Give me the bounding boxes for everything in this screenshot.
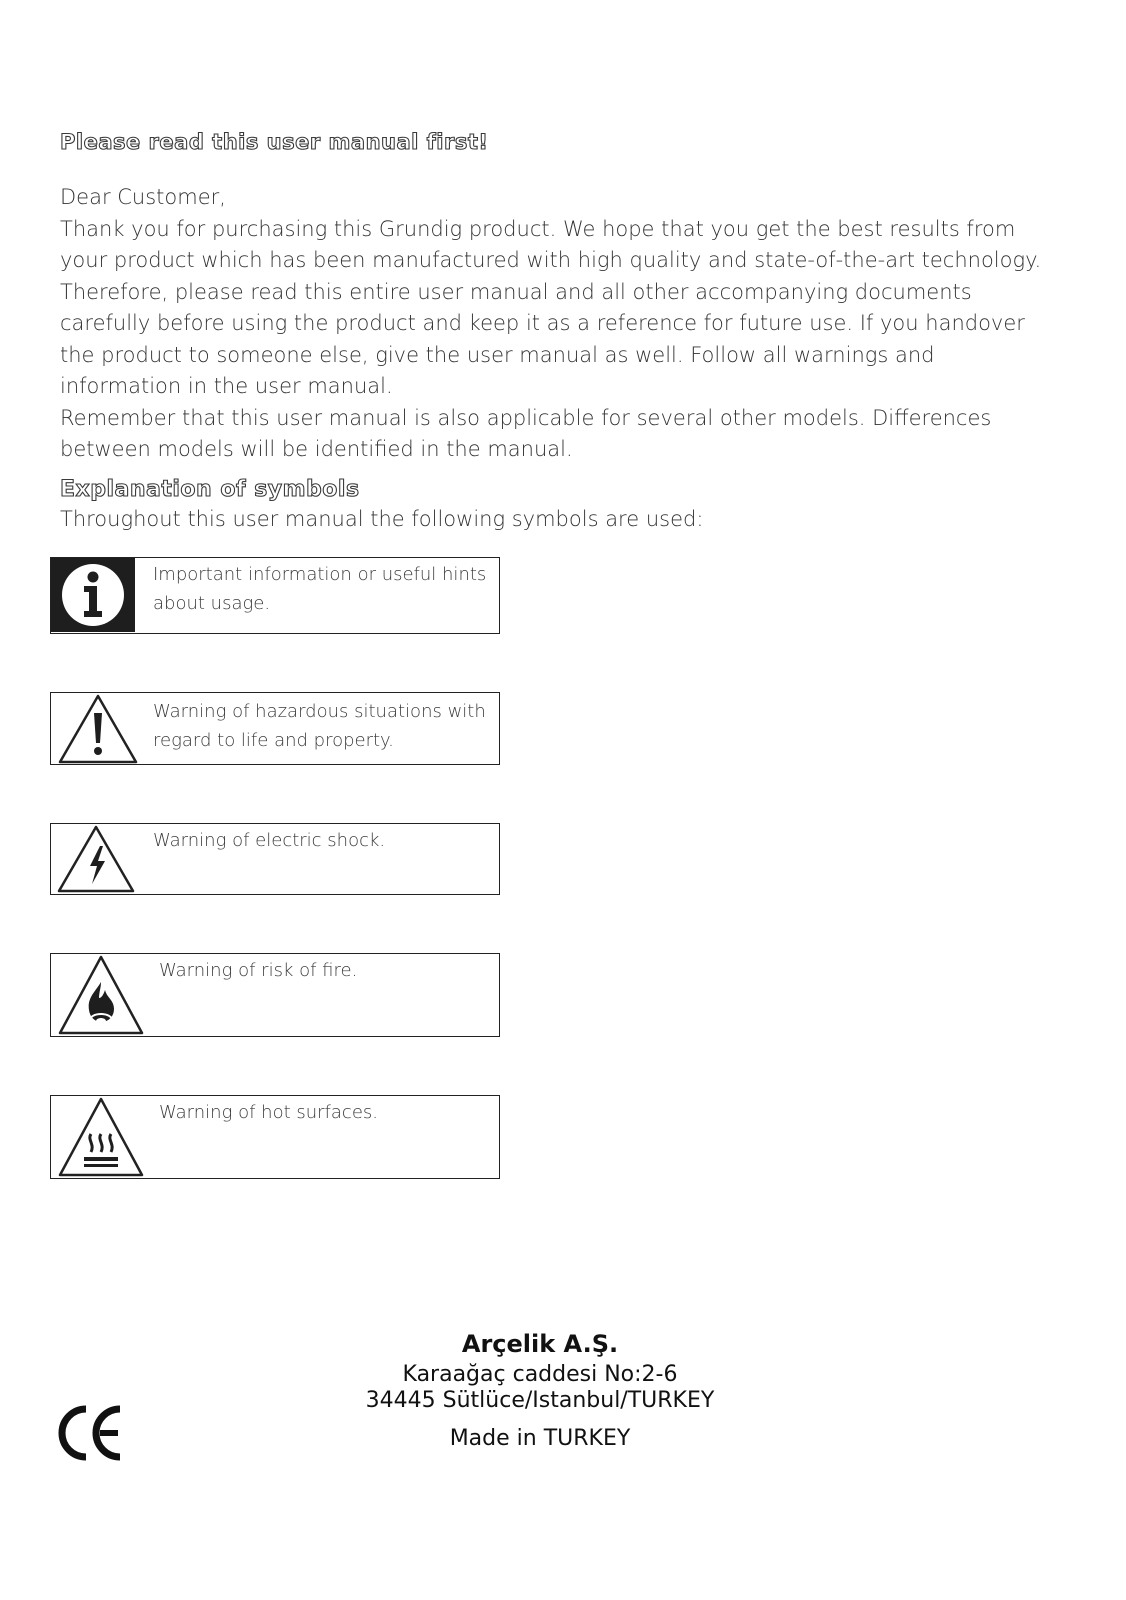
page-heading: Please read this user manual first!	[60, 130, 489, 154]
fire-icon	[51, 954, 146, 1040]
symbol-hazard-text: Warning of hazardous situations with regard to life and property.	[153, 701, 486, 751]
address-line-1: Karaağaç caddesi No:2-6	[402, 1362, 678, 1387]
electric-shock-icon	[51, 824, 141, 898]
intro-text	[60, 182, 1060, 466]
warning-exclamation-icon	[51, 693, 141, 769]
intro-paragraph-1: Thank you for purchasing this Grundig product. We hope that you get the best results from your product which has been manufactured with high quality and state-of-the-art technology.	[60, 216, 1042, 272]
company-name: Arçelik A.Ş.	[461, 1330, 619, 1358]
hot-surface-icon	[51, 1096, 146, 1182]
symbol-fire-box	[50, 953, 500, 1037]
intro-paragraph-3: Remember that this user manual is also applicable for several other models. Differences between models will be identified in the manual.	[60, 405, 992, 461]
symbol-info-text: Important information or useful hints about usage.	[153, 564, 487, 614]
address-line-2: 34445 Sütlüce/Istanbul/TURKEY	[365, 1388, 715, 1413]
symbol-electric-text: Warning of electric shock.	[153, 830, 386, 851]
symbol-hot-box	[50, 1095, 500, 1179]
intro-paragraph-2: Therefore, please read this entire user manual and all other accompanying documents carefully before using the product and keep it as a reference for future use. If you handover the product to someone else, give the user manual as well. Follow all warnings and information in the user manual.	[60, 279, 1025, 398]
symbol-hazard-box	[50, 692, 500, 765]
symbol-electric-box	[50, 823, 500, 895]
greeting: Dear Customer,	[60, 185, 226, 209]
made-in-text: Made in TURKEY	[449, 1426, 631, 1451]
symbol-fire-text: Warning of risk of fire.	[159, 960, 358, 981]
ce-mark-icon	[58, 1405, 128, 1461]
symbol-hot-text: Warning of hot surfaces.	[159, 1102, 378, 1123]
info-icon	[51, 558, 135, 632]
symbol-info-box	[50, 557, 500, 634]
symbols-intro: Throughout this user manual the following symbols are used:	[60, 507, 704, 531]
symbols-heading: Explanation of symbols	[60, 477, 360, 502]
